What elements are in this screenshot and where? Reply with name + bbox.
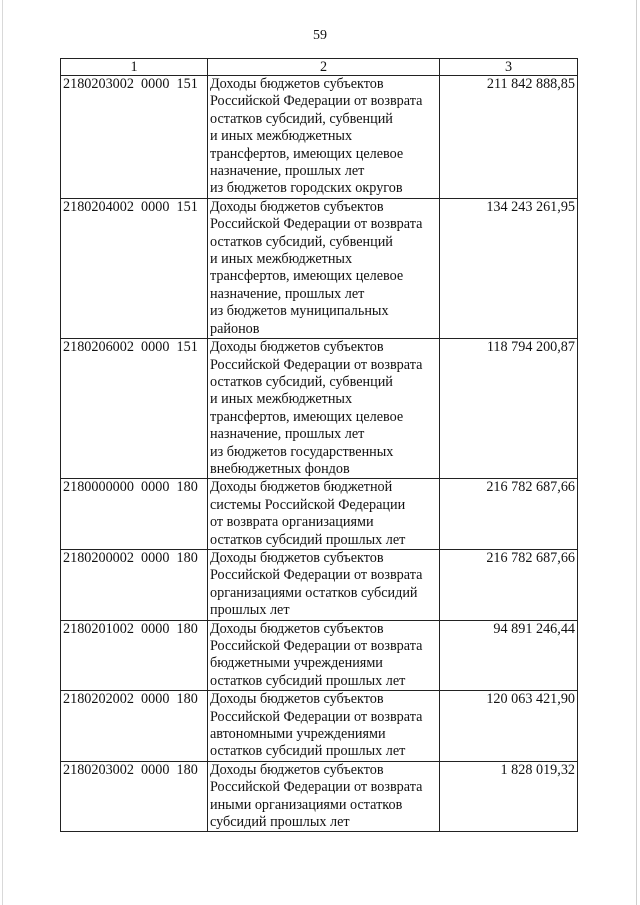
row-amount: 118 794 200,87 bbox=[440, 339, 578, 479]
page-number: 59 bbox=[313, 28, 327, 43]
column-header-code: 1 bbox=[61, 59, 208, 76]
column-header-description: 2 bbox=[208, 59, 440, 76]
scan-edge-right bbox=[636, 0, 637, 905]
header-row bbox=[61, 59, 578, 76]
scan-edge-left bbox=[2, 0, 3, 905]
table-row bbox=[61, 339, 578, 479]
row-amount: 1 828 019,32 bbox=[440, 761, 578, 832]
table-row bbox=[61, 761, 578, 832]
row-amount: 134 243 261,95 bbox=[440, 198, 578, 338]
row-description: Доходы бюджетов субъектов Российской Федерации от возврата остатков субсидий, субвенций и иных межбюджетных трансфертов, имеющих целевое назначение, прошлых лет из бюджетов государственных внебюджетных фондов bbox=[208, 339, 440, 479]
row-code: 2180202002 0000 180 bbox=[61, 691, 208, 762]
row-description: Доходы бюджетов субъектов Российской Федерации от возврата автономными учреждениями остатков субсидий прошлых лет bbox=[208, 691, 440, 762]
row-description: Доходы бюджетов субъектов Российской Федерации от возврата иными организациями остатков субсидий прошлых лет bbox=[208, 761, 440, 832]
table-row bbox=[61, 691, 578, 762]
row-code: 2180204002 0000 151 bbox=[61, 198, 208, 338]
row-description: Доходы бюджетов субъектов Российской Федерации от возврата бюджетными учреждениями остатков субсидий прошлых лет bbox=[208, 620, 440, 691]
table-row bbox=[61, 76, 578, 199]
row-code: 2180203002 0000 180 bbox=[61, 761, 208, 832]
column-header-amount: 3 bbox=[440, 59, 578, 76]
row-code: 2180201002 0000 180 bbox=[61, 620, 208, 691]
table-row bbox=[61, 549, 578, 620]
budget-income-table bbox=[60, 58, 578, 832]
table-body bbox=[61, 76, 578, 832]
row-code: 2180206002 0000 151 bbox=[61, 339, 208, 479]
row-amount: 120 063 421,90 bbox=[440, 691, 578, 762]
row-code: 2180200002 0000 180 bbox=[61, 549, 208, 620]
row-amount: 216 782 687,66 bbox=[440, 479, 578, 550]
row-amount: 211 842 888,85 bbox=[440, 76, 578, 199]
row-code: 2180203002 0000 151 bbox=[61, 76, 208, 199]
row-description: Доходы бюджетов субъектов Российской Федерации от возврата остатков субсидий, субвенций и иных межбюджетных трансфертов, имеющих целевое назначение, прошлых лет из бюджетов муниципальных районов bbox=[208, 198, 440, 338]
row-description: Доходы бюджетов бюджетной системы Российской Федерации от возврата организациями остатков субсидий прошлых лет bbox=[208, 479, 440, 550]
row-description: Доходы бюджетов субъектов Российской Федерации от возврата организациями остатков субсидий прошлых лет bbox=[208, 549, 440, 620]
table-row bbox=[61, 479, 578, 550]
row-amount: 216 782 687,66 bbox=[440, 549, 578, 620]
table-row bbox=[61, 198, 578, 338]
row-amount: 94 891 246,44 bbox=[440, 620, 578, 691]
table-row bbox=[61, 620, 578, 691]
row-description: Доходы бюджетов субъектов Российской Федерации от возврата остатков субсидий, субвенций и иных межбюджетных трансфертов, имеющих целевое назначение, прошлых лет из бюджетов городских округов bbox=[208, 76, 440, 199]
table-header bbox=[61, 59, 578, 76]
row-code: 2180000000 0000 180 bbox=[61, 479, 208, 550]
